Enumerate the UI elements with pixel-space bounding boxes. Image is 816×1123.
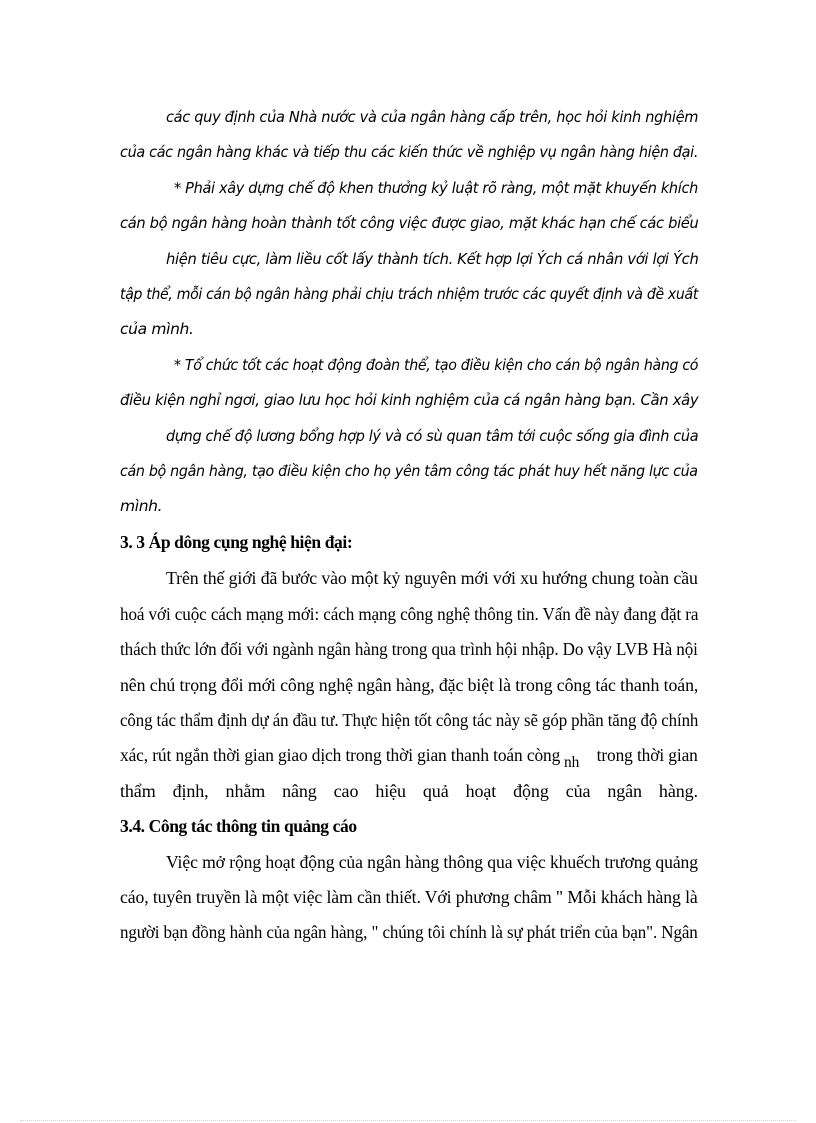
stray-subscript: nh xyxy=(564,754,580,771)
word: định, xyxy=(172,781,209,801)
word: hiệu xyxy=(375,781,406,801)
paragraph-line: * Tổ chức tốt các hoạt động đoàn thể, tạo điều kiện cho cán bộ ngân hàng có xyxy=(174,356,699,374)
paragraph-line: hiện tiêu cực, làm liều cốt lấy thành tích. Kết hợp lợi Ých cá nhân với lợi Ých xyxy=(166,250,699,268)
word: của xyxy=(565,781,591,801)
paragraph-line: thách thức lớn đối với ngành ngân hàng trong qua trình hội nhập. Do vậy LVB Hà nội xyxy=(120,639,698,659)
paragraph-line: các quy định của Nhà nước và của ngân hàng cấp trên, học hỏi kinh nghiệm xyxy=(166,108,699,126)
paragraph-line: cán bộ ngân hàng, tạo điều kiện cho họ yên tâm công tác phát huy hết năng lực của xyxy=(120,462,698,480)
word: quả xyxy=(422,781,449,801)
paragraph-line: cáo, tuyên truyền là một việc làm cần thiết. Với phương châm " Mỗi khách hàng là xyxy=(120,887,698,907)
section-heading: 3.4. Công tác thông tin quảng cáo xyxy=(120,816,357,836)
paragraph-line: dựng chế độ lương bổng hợp lý và có sù quan tâm tới cuộc sống gia đình của xyxy=(166,427,699,445)
section-heading: 3. 3 Áp dông cụng nghệ hiện đại: xyxy=(120,532,353,552)
word: nhằm xyxy=(225,781,266,801)
word: hoạt xyxy=(465,781,497,801)
paragraph-line: cán bộ ngân hàng hoàn thành tốt công việc được giao, mặt khác hạn chế các biểu xyxy=(120,214,699,232)
line-text: xác, rút ngắn thời gian giao dịch trong thời gian thanh toán còng xyxy=(120,745,561,765)
paragraph-line xyxy=(120,744,698,771)
paragraph-line: nên chú trọng đổi mới công nghệ ngân hàng, đặc biệt là trong công tác thanh toán, xyxy=(120,675,699,695)
word: ngân xyxy=(607,781,642,801)
word: thẩm xyxy=(120,781,156,801)
page-bottom-divider xyxy=(20,1120,796,1121)
paragraph-line: công tác thẩm định dự án đầu tư. Thực hiện tốt công tác này sẽ góp phần tăng độ chính xyxy=(120,710,699,730)
line-text: trong thời gian xyxy=(596,745,698,765)
paragraph-line: Trên thế giới đã bước vào một kỷ nguyên mới với xu hướng chung toàn cầu xyxy=(166,568,698,588)
word: động xyxy=(513,781,549,801)
word: hàng. xyxy=(658,781,698,801)
paragraph-line: tập thể, mỗi cán bộ ngân hàng phải chịu trách nhiệm trước các quyết định và đề xuất xyxy=(120,285,699,303)
paragraph-line: của các ngân hàng khác và tiếp thu các kiến thức về nghiệp vụ ngân hàng hiện đại. xyxy=(120,143,699,161)
paragraph-line: mình. xyxy=(120,497,163,515)
paragraph-line: điều kiện nghỉ ngơi, giao lưu học hỏi kinh nghiệm của cá ngân hàng bạn. Cần xây xyxy=(120,391,699,409)
justified-line xyxy=(120,780,698,802)
paragraph-line: của mình. xyxy=(120,320,194,338)
paragraph-line: người bạn đồng hành của ngân hàng, " chúng tôi chính là sự phát triển của bạn". Ngân xyxy=(120,922,698,942)
paragraph-line: Việc mở rộng hoạt động của ngân hàng thông qua việc khuếch trương quảng xyxy=(166,852,698,872)
paragraph-line: hoá với cuộc cách mạng mới: cách mạng công nghệ thông tin. Vấn đề này đang đặt ra xyxy=(120,604,699,624)
word: nâng xyxy=(282,781,317,801)
paragraph-line: * Phải xây dựng chế độ khen thưởng kỷ luật rõ ràng, một mặt khuyến khích xyxy=(174,179,698,197)
word: cao xyxy=(333,781,359,801)
